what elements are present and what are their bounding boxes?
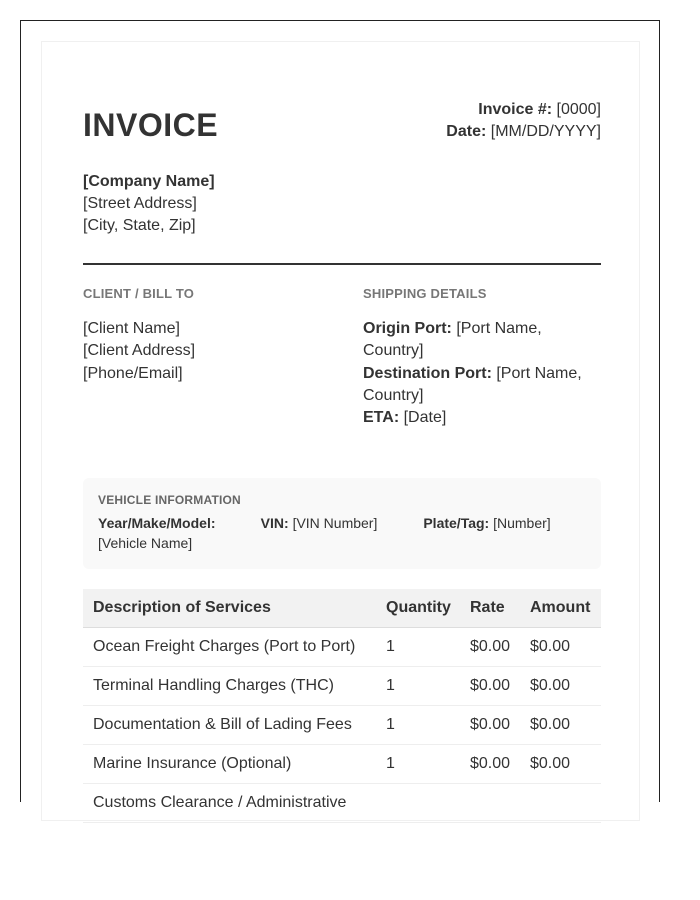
row-quantity: 1 [376, 628, 460, 667]
table-row [83, 628, 601, 667]
table-row [83, 745, 601, 784]
row-amount: $0.00 [520, 628, 601, 667]
vehicle-plate-value: [Number] [493, 515, 551, 531]
row-quantity: 1 [376, 667, 460, 706]
row-rate: $0.00 [460, 706, 520, 745]
eta [363, 407, 601, 429]
row-description: Marine Insurance (Optional) [83, 745, 376, 784]
vehicle-plate-label: Plate/Tag: [423, 515, 490, 531]
eta-label: ETA: [363, 409, 400, 427]
row-amount: $0.00 [520, 706, 601, 745]
client-block [83, 286, 343, 385]
vehicle-plate [423, 513, 586, 553]
row-rate [460, 784, 520, 823]
origin-port-value: [Port Name, Country] [363, 320, 542, 360]
vehicle-info-box [83, 478, 601, 569]
shipping-heading: SHIPPING DETAILS [363, 286, 487, 301]
company-city: [City, State, Zip] [83, 217, 196, 234]
destination-port [363, 363, 601, 408]
invoice-title: INVOICE [83, 107, 219, 143]
destination-port-value: [Port Name, Country] [363, 364, 582, 404]
vehicle-heading: VEHICLE INFORMATION [98, 493, 241, 507]
invoice-date [446, 121, 601, 143]
shipping-details [363, 318, 601, 429]
invoice-number [446, 99, 601, 121]
header-divider [83, 263, 601, 265]
vehicle-vin-value: [VIN Number] [292, 515, 378, 531]
client-address: [Client Address] [83, 342, 196, 360]
header-quantity: Quantity [376, 589, 460, 628]
document-frame [20, 20, 660, 811]
company-name: [Company Name] [83, 173, 215, 190]
vehicle-ymm-label: Year/Make/Model: [98, 515, 216, 531]
invoice-date-value: [MM/DD/YYYY] [490, 123, 601, 140]
row-description: Terminal Handling Charges (THC) [83, 667, 376, 706]
vehicle-ymm [98, 513, 261, 553]
row-description: Ocean Freight Charges (Port to Port) [83, 628, 376, 667]
destination-port-label: Destination Port: [363, 364, 492, 382]
vehicle-ymm-value: [Vehicle Name] [98, 535, 193, 551]
table-row [83, 784, 601, 823]
invoice-number-value: [0000] [556, 101, 601, 118]
row-amount [520, 784, 601, 823]
origin-port-label: Origin Port: [363, 320, 452, 337]
services-header-row [83, 589, 601, 628]
row-rate: $0.00 [460, 628, 520, 667]
eta-value: [Date] [403, 409, 447, 427]
invoice-page [41, 41, 640, 821]
company-street: [Street Address] [83, 195, 197, 212]
row-amount: $0.00 [520, 667, 601, 706]
header-amount: Amount [520, 589, 601, 628]
table-row [83, 667, 601, 706]
client-heading: CLIENT / BILL TO [83, 286, 195, 301]
row-rate: $0.00 [460, 745, 520, 784]
origin-port [363, 318, 601, 363]
table-row [83, 706, 601, 745]
vehicle-grid [98, 513, 586, 553]
client-name: [Client Name] [83, 320, 180, 337]
invoice-number-label: Invoice #: [478, 101, 553, 118]
header-description: Description of Services [83, 589, 376, 628]
shipping-block [363, 286, 601, 429]
row-quantity [376, 784, 460, 823]
client-contact: [Phone/Email] [83, 364, 183, 382]
invoice-meta [446, 99, 601, 143]
row-amount: $0.00 [520, 745, 601, 784]
row-rate: $0.00 [460, 667, 520, 706]
vehicle-vin-label: VIN: [260, 515, 289, 531]
services-table [83, 589, 601, 823]
row-quantity: 1 [376, 745, 460, 784]
invoice-date-label: Date: [446, 123, 487, 140]
row-description: Documentation & Bill of Lading Fees [83, 706, 376, 745]
row-description: Customs Clearance / Administrative [83, 784, 376, 823]
client-details [83, 318, 343, 385]
row-quantity: 1 [376, 706, 460, 745]
company-block [83, 171, 215, 237]
header-rate: Rate [460, 589, 520, 628]
vehicle-vin [261, 513, 424, 553]
